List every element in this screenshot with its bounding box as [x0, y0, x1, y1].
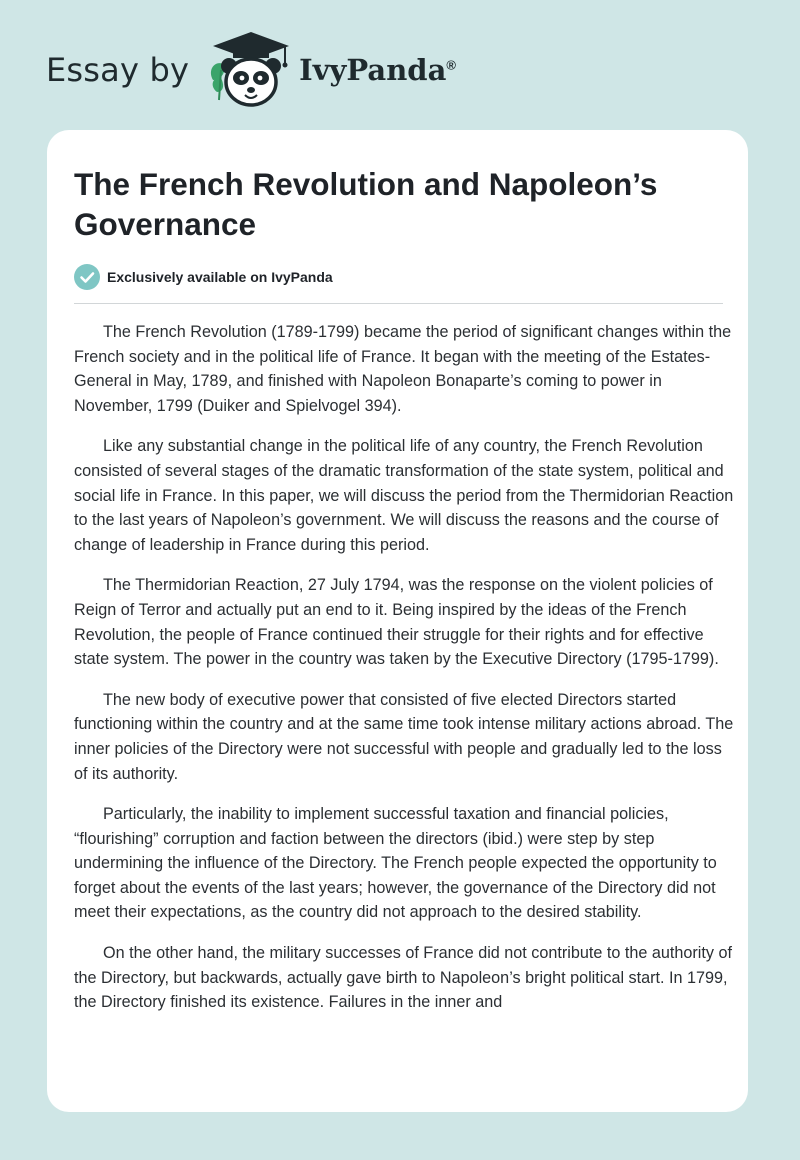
- paragraph: Like any substantial change in the political life of any country, the French Revolution consisted of several stages of the dramatic transformation of the state system, political and social life in France. In this paper, we will discuss the period from the Thermidorian Reaction to the last years of Napoleon’s government. We will discuss the reasons and the course of change of leadership in France during this period.: [74, 437, 734, 554]
- paragraph: The Thermidorian Reaction, 27 July 1794, was the response on the violent policies of Reign of Terror and actually put an end to it. Being inspired by the ideas of the French Revolution, the people of France continued their struggle for their rights and for effective state system. The power in the country was taken by the Executive Directory (1795-1799).: [74, 576, 719, 669]
- essay-card: [47, 130, 748, 1112]
- site-header-logo[interactable]: [46, 30, 456, 110]
- panda-logo-icon: [205, 30, 297, 110]
- registered-mark: ®: [446, 57, 456, 73]
- exclusive-badge-label: Exclusively available on IvyPanda: [107, 269, 333, 285]
- check-circle-icon: [74, 264, 100, 290]
- paragraph: On the other hand, the military successes of France did not contribute to the authority of the Directory, but backwards, actually gave birth to Napoleon’s bright political start. In 1799, the Directory finished its existence. Failures in the inner and: [74, 944, 732, 1012]
- brand-name: IvyPanda®: [299, 53, 456, 87]
- paragraph: The French Revolution (1789-1799) became the period of significant changes within the French society and in the political life of France. It began with the meeting of the Estates-General in May, 1789, and finished with Napoleon Bonaparte’s coming to power in November, 1799 (Duiker and Spielvogel 394).: [74, 323, 732, 415]
- essay-body: [74, 320, 734, 1031]
- exclusive-badge: [74, 264, 333, 290]
- title-divider: [74, 303, 723, 304]
- paragraph: The new body of executive power that consisted of five elected Directors started functioning within the country and at the same time took intense military actions abroad. The inner policies of the Directory were not successful with people and gradually led to the loss of its authority.: [74, 690, 734, 783]
- essay-by-label: Essay by: [46, 51, 190, 89]
- paragraph: Particularly, the inability to implement successful taxation and financial policies, “flourishing” corruption and faction between the directors (ibid.) were step by step undermining the influence of the Directory. The French people expected the opportunity to forget about the events of the last years; however, the governance of the Directory did not meet their expectations, as the country did not approach to the desired stability.: [74, 805, 717, 922]
- essay-title: The French Revolution and Napoleon’s Governance: [74, 166, 658, 242]
